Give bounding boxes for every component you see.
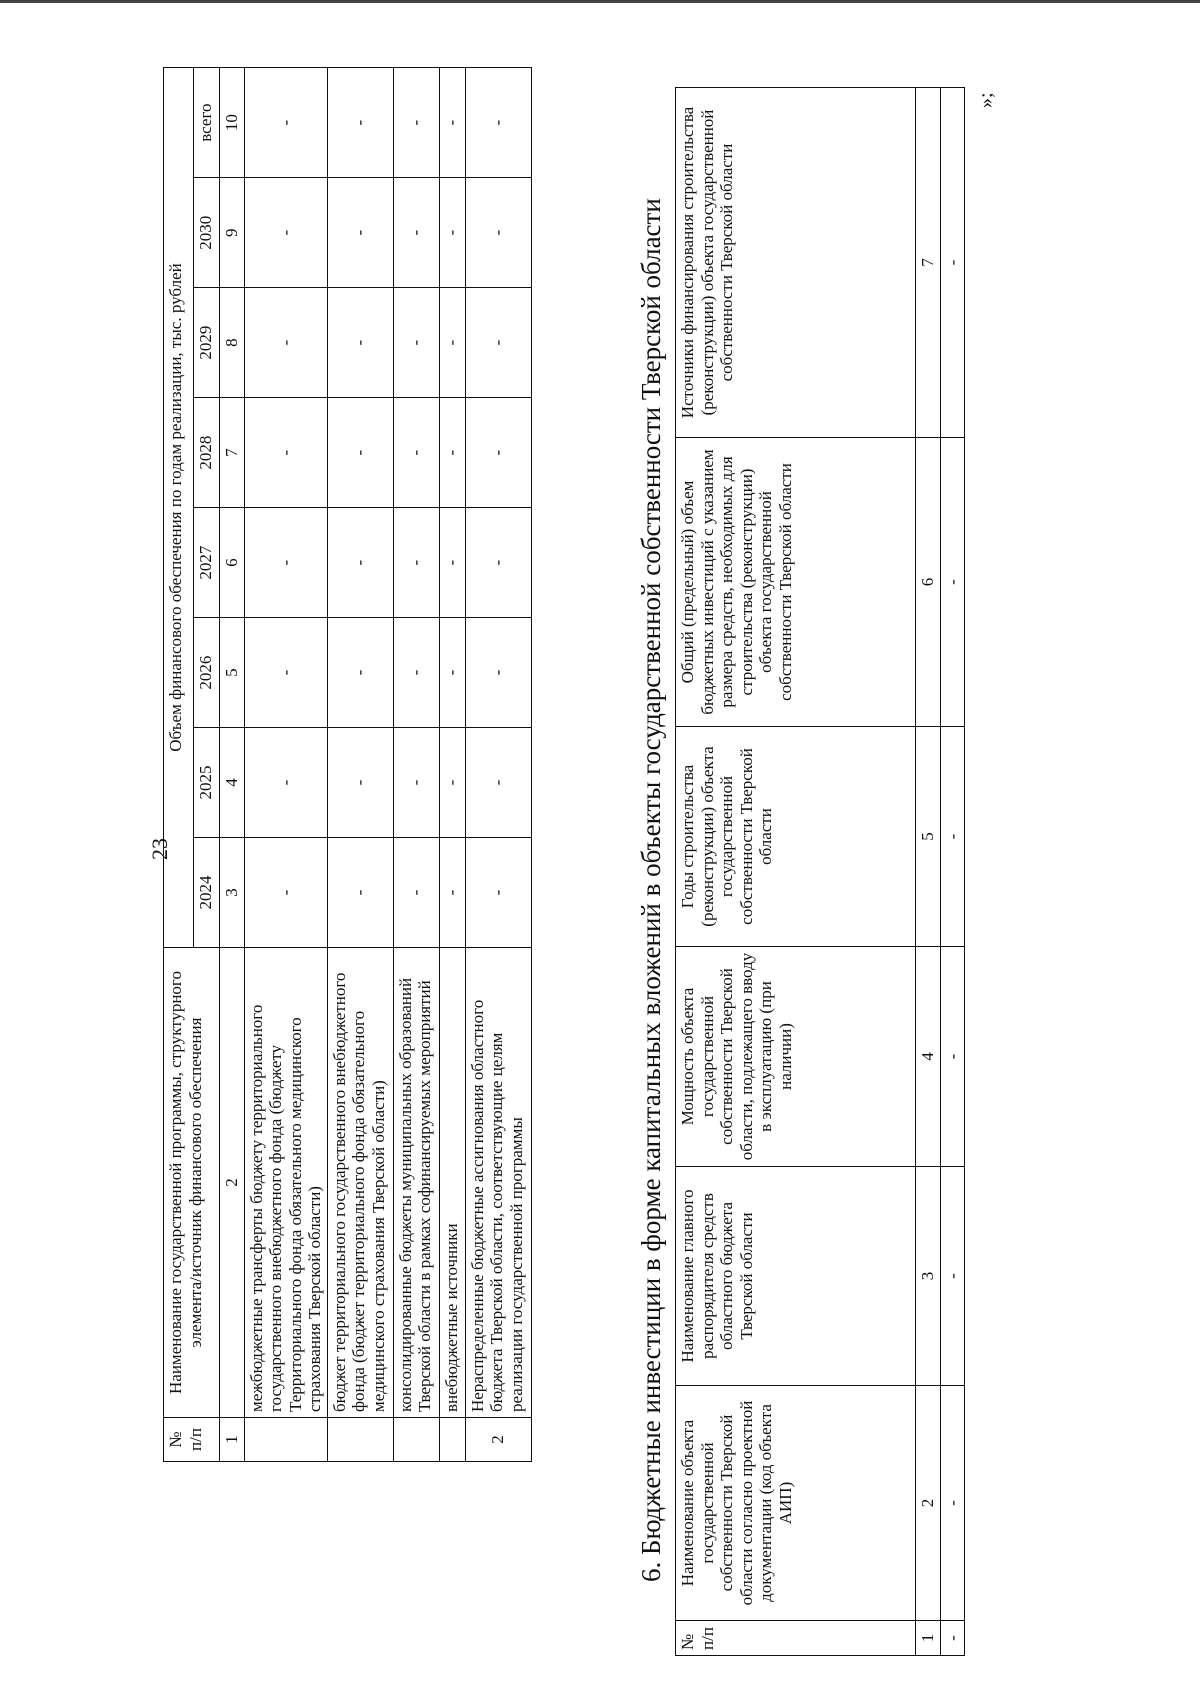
row-name: межбюджетные трансферты бюджету территориального государственного внебюджетного фонда (бюджету Территориального фонда обязательного медицинского страхования Тверской области) <box>244 947 327 1417</box>
row-value: - <box>327 398 393 508</box>
col-number: 5 <box>220 618 245 728</box>
col-number: 1 <box>220 1418 245 1462</box>
funding-table-wrapper <box>163 67 532 1462</box>
header-name: Наименование государственной программы, структурного элемента/источник финансового обеспечения <box>164 947 220 1417</box>
row-num <box>393 1418 439 1462</box>
col-number: 9 <box>220 178 245 288</box>
col-number: 2 <box>220 947 245 1417</box>
column-numbers-row <box>916 88 941 1656</box>
row-value: - <box>393 178 439 288</box>
row-value: - <box>244 68 327 178</box>
row-value: - <box>465 728 531 838</box>
row-value: - <box>244 508 327 618</box>
table-row <box>327 68 393 1462</box>
row-name: бюджет территориального государственного внебюджетного фонда (бюджет территориального фонда обязательного медицинского страхования Тверской области) <box>327 947 393 1417</box>
row-value: - <box>940 438 965 727</box>
col-number: 4 <box>916 947 941 1167</box>
col-number: 8 <box>220 288 245 398</box>
row-value: - <box>439 838 465 948</box>
row-value: - <box>465 68 531 178</box>
row-num <box>327 1418 393 1462</box>
row-value: - <box>439 728 465 838</box>
table-row <box>439 68 465 1462</box>
header-funding: Объем финансового обеспечения по годам реализации, тыс. рублей <box>164 68 194 948</box>
header-years: Годы строительства (реконструкции) объекта государственной собственности Тверской области <box>676 727 916 947</box>
row-value: - <box>244 398 327 508</box>
row-value: - <box>439 618 465 728</box>
header-volume: Общий (предельный) объем бюджетных инвестиций с указанием размера средств, необходимых для строительства (реконструкции) объекта государственной собственности Тверской области <box>676 438 916 727</box>
column-numbers-row <box>220 68 245 1462</box>
col-number: 6 <box>916 438 941 727</box>
col-number: 1 <box>916 1621 941 1656</box>
header-object-name: Наименование объекта государственной собственности Тверской области согласно проектной документации (код объекта АИП) <box>676 1386 916 1621</box>
scan-edge <box>0 0 1200 3</box>
header-distributor: Наименование главного распорядителя средств областного бюджета Тверской области <box>676 1167 916 1386</box>
row-value: - <box>465 288 531 398</box>
row-value: - <box>439 508 465 618</box>
year-2024: 2024 <box>194 838 220 948</box>
year-2028: 2028 <box>194 398 220 508</box>
header-sources: Источники финансирования строительства (реконструкции) объекта государственной собственности Тверской области <box>676 88 916 438</box>
col-number: 5 <box>916 727 941 947</box>
row-value: - <box>327 508 393 618</box>
col-number: 7 <box>916 88 941 438</box>
row-value: - <box>327 288 393 398</box>
year-2029: 2029 <box>194 288 220 398</box>
row-value: - <box>393 618 439 728</box>
row-value: - <box>244 178 327 288</box>
col-number: 4 <box>220 728 245 838</box>
row-value: - <box>244 838 327 948</box>
col-number: 7 <box>220 398 245 508</box>
row-value: - <box>393 838 439 948</box>
funding-table <box>163 67 532 1462</box>
row-value: - <box>940 1167 965 1386</box>
row-value: - <box>327 68 393 178</box>
row-value: - <box>327 728 393 838</box>
col-number: 2 <box>916 1386 941 1621</box>
closing-quote-mark: »; <box>975 92 997 108</box>
row-value: - <box>940 88 965 438</box>
col-number: 10 <box>220 68 245 178</box>
col-number: 3 <box>916 1167 941 1386</box>
col-number: 6 <box>220 508 245 618</box>
row-value: - <box>940 727 965 947</box>
row-value: - <box>439 178 465 288</box>
row-value: - <box>940 947 965 1167</box>
investments-table <box>675 87 965 1656</box>
row-value: - <box>439 398 465 508</box>
col-number: 3 <box>220 838 245 948</box>
row-value: - <box>327 178 393 288</box>
table-row <box>465 68 531 1462</box>
header-row-1 <box>164 68 194 1462</box>
table-row <box>244 68 327 1462</box>
row-value: - <box>465 178 531 288</box>
header-num: № п/п <box>164 1418 220 1462</box>
table-row <box>393 68 439 1462</box>
year-2026: 2026 <box>194 618 220 728</box>
header-num: № п/п <box>676 1621 916 1656</box>
row-name: Нераспределенные бюджетные ассигнования областного бюджета Тверской области, соответствующие целям реализации государственной программы <box>465 947 531 1417</box>
row-value: - <box>465 618 531 728</box>
row-value: - <box>393 728 439 838</box>
header-row <box>676 88 916 1656</box>
row-value: - <box>940 1621 965 1656</box>
row-num <box>244 1418 327 1462</box>
row-value: - <box>327 618 393 728</box>
page-number: 23 <box>147 838 172 860</box>
row-num: 2 <box>465 1418 531 1462</box>
section-heading: 6. Бюджетные инвестиции в форме капитальных вложений в объекты государственной собственности Тверской области <box>636 198 666 1582</box>
table-row <box>940 88 965 1656</box>
row-value: - <box>940 1386 965 1621</box>
row-value: - <box>439 68 465 178</box>
row-value: - <box>244 728 327 838</box>
row-num <box>439 1418 465 1462</box>
year-2025: 2025 <box>194 728 220 838</box>
row-value: - <box>393 508 439 618</box>
row-value: - <box>393 398 439 508</box>
row-value: - <box>465 398 531 508</box>
row-value: - <box>393 288 439 398</box>
row-value: - <box>244 288 327 398</box>
row-value: - <box>393 68 439 178</box>
year-total: всего <box>194 68 220 178</box>
header-capacity: Мощность объекта государственной собственности Тверской области, подлежащего вводу в эксплуатацию (при наличии) <box>676 947 916 1167</box>
row-name: консолидированные бюджеты муниципальных образований Тверской области в рамках софинансируемых мероприятий <box>393 947 439 1417</box>
row-value: - <box>439 288 465 398</box>
row-value: - <box>244 618 327 728</box>
row-value: - <box>465 838 531 948</box>
investments-table-wrapper <box>675 87 965 1656</box>
year-2027: 2027 <box>194 508 220 618</box>
row-name: внебюджетные источники <box>439 947 465 1417</box>
year-2030: 2030 <box>194 178 220 288</box>
row-value: - <box>327 838 393 948</box>
row-value: - <box>465 508 531 618</box>
